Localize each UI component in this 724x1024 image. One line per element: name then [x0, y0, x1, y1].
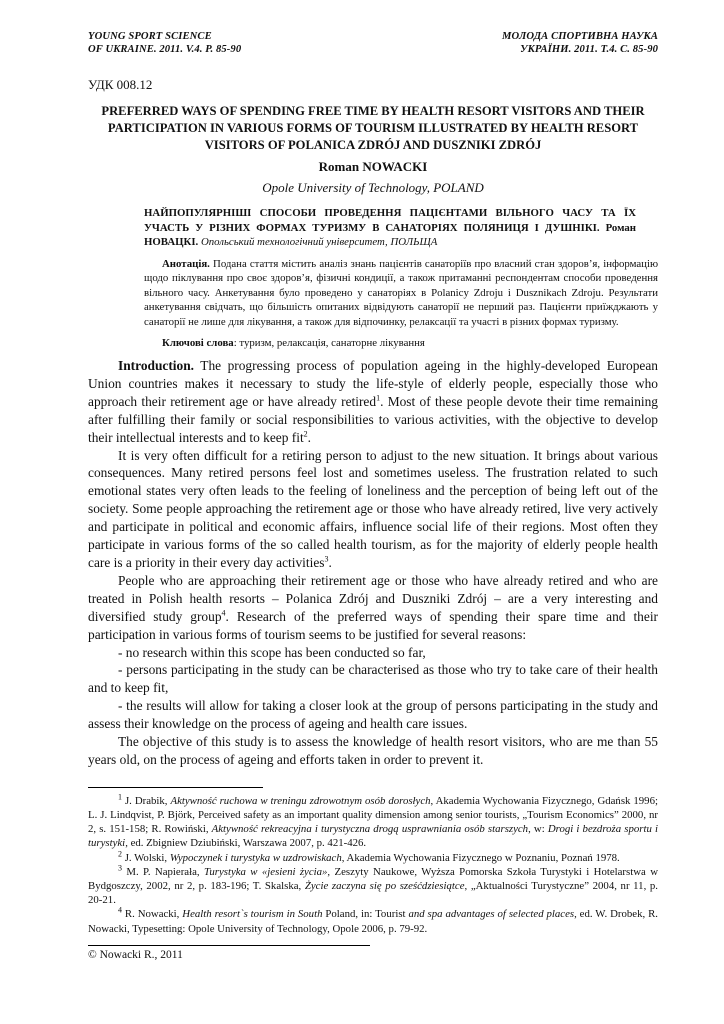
footnote-number: 3 [118, 863, 122, 873]
paragraph-3 [88, 572, 658, 644]
introduction-label: Introduction. [118, 358, 195, 373]
header-left [88, 30, 241, 56]
paragraph-text: . [307, 429, 312, 445]
copyright-notice: © Nowacki R., 2011 [88, 948, 183, 961]
footnote-text: R. Nowacki, [122, 908, 183, 921]
footnote-ref-1: 1 [376, 393, 381, 403]
footnote-text: , Zeszyty Naukowe, Wyższa Pomorska Szkoła Turystyki i Hotelarstwa w Bydgoszczy, 2002, nr 2, p. 183-196; T. Skalska, [88, 865, 658, 893]
footnote-ref-2: 2 [303, 429, 308, 439]
footnote-text: , ed. Zbigniew Dziubiński, Warszawa 2007, p. 421-426. [125, 837, 367, 850]
paragraph-text: . [328, 554, 332, 570]
copyright-divider [88, 945, 370, 946]
abstract-text: Подана стаття містить аналіз знань пацієнтів санаторіїв про власний стан здоров’я, інформацію щодо піклування про своє здоров’я, фізичні кондиції, а також притаманні респондентам способи проведення вільного часу. Анкетування було проведено у санаторіях в Polanicy Zdroju і Dusznikach Zdroju. Результати анкетування свідчать, що більшість опитаних відвідують санаторії не перший раз. Пацієнти приїжджають у санаторії не лише для лікування, а також для відпочинку, релаксації та участі в різних формах туризму. [144, 257, 659, 328]
abstract-label: Анотація. [162, 257, 210, 270]
paragraph-2 [88, 447, 658, 572]
footnote-italic: Wypoczynek i turystyka w uzdrowiskach [169, 851, 342, 864]
footnote-text: J. Wolski, [122, 851, 170, 864]
footnote-text: , w: [528, 823, 548, 836]
article-body [88, 357, 658, 769]
footnote-italic: Drogi i bezdroża sportu i turystyki [88, 823, 658, 850]
ukrainian-affiliation: Опольський технологічний університет, ПОЛЬЩА [200, 236, 438, 248]
footnote-3 [88, 865, 658, 908]
ukrainian-title-text: НАЙПОПУЛЯРНІШІ СПОСОБИ ПРОВЕДЕННЯ ПАЦІЄНТАМИ ВІЛЬНОГО ЧАСУ ТА ЇХ УЧАСТЬ У РІЗНИХ ФОРМАХ ТУРИЗМУ В САНАТОРІЯХ ПОЛЯНИЦЯ І ДУШНІКІ. Роман НОВАЦКІ. [144, 207, 636, 248]
paragraph-text: The progressing process of population ageing in the highly-developed European Union countries makes it necessary to study the life-style of elderly people, especially those who approach their retirement age or have already retired [88, 358, 658, 409]
paragraph-text: It is very often difficult for a retiring person to adjust to the new situation. It brings about various consequences. Many retired persons feel lost and sometimes useless. The frustration related to such emotional states very often leads to the feeling of loneliness and the perception of being left out of the society. Some people approaching the retirement age or those who have already retired, live very actively and participate in political and economic affairs, influence social life of their regions. Most often they participate in various forms of the so called health tourism, as for the majority of elderly people health care is a priority in their every day activities [88, 447, 658, 570]
footnote-italic: Aktywność ruchowa w treningu zdrowotnym osób dorosłych [170, 794, 431, 807]
footnote-italic: and spa advantages of selected places [408, 908, 575, 921]
author-name: Roman NOWACKI [318, 159, 428, 174]
keywords-text: : туризм, релаксація, санаторне лікування [233, 337, 425, 349]
footnote-number: 4 [118, 905, 122, 915]
footnote-ref-3: 3 [324, 554, 329, 564]
running-header [88, 30, 658, 56]
keywords-label: Ключові слова [162, 337, 234, 349]
list-item: - the results will allow for taking a closer look at the group of persons participating in the study and assess their knowledge on the process of ageing and health care issues. [88, 698, 658, 732]
footnote-number: 2 [118, 849, 122, 859]
footnote-text: , Akademia Wychowania Fizycznego, Gdańsk 1996; L. J. Lindqvist, P. Björk, Perceived safety as an important quality dimension among senior tourists, „Tourism Economics” 2000, nr 2, s. 151-158; R. Rowiński, [88, 794, 658, 836]
footnote-text: J. Drabik, [122, 794, 171, 807]
list-item: - persons participating in the study can be characterised as those who try to take care of their health and to keep fit, [88, 662, 658, 696]
footnote-ref-4: 4 [221, 608, 226, 618]
header-right-line2: УКРАЇНИ. 2011. Т.4. С. 85-90 [520, 44, 658, 55]
paragraph-introduction [88, 357, 658, 447]
keywords [162, 336, 658, 350]
paragraph-objective: The objective of this study is to assess the knowledge of health resort visitors, who are me than 55 years old, on the process of ageing and efforts taken in order to prevent it. [88, 734, 658, 767]
header-right-line1: МОЛОДА СПОРТИВНА НАУКА [501, 31, 658, 42]
ukrainian-title [144, 206, 636, 250]
footnotes [88, 794, 658, 936]
footnote-text: Poland, in: Tourist [322, 908, 409, 921]
footnote-text: , „Aktualności Turystyczne” 2004, nr 11, p. 20-21. [88, 880, 658, 907]
footnote-divider [88, 787, 263, 788]
footnote-1 [88, 794, 658, 851]
footnote-2 [88, 851, 658, 865]
footnote-text: , Akademia Wychowania Fizycznego w Poznaniu, Poznań 1978. [341, 851, 620, 864]
paragraph-text: People who are approaching their retirement age or those who have already retired and who are treated in Polish health resorts – Polanica Zdrój and Duszniki Zdrój – are a very interesting and diversified study group [88, 572, 658, 624]
footnote-number: 1 [118, 792, 122, 802]
footnote-italic: Aktywność rekreacyjna i turystyczna drogą usprawniania osób starszych [211, 823, 529, 836]
paragraph-text: . Research of the preferred ways of spending their spare time and their participation in various forms of tourism seems to be justified for several reasons: [88, 608, 659, 642]
footnote-italic: Życie zaczyna się po sześćdziesiątce [304, 880, 465, 893]
footnote-italic: Turystyka w «jesieni życia» [203, 865, 328, 878]
list-item: - no research within this scope has been conducted so far, [118, 644, 426, 660]
header-left-line1: YOUNG SPORT SCIENCE [88, 31, 212, 42]
header-left-line2: OF UKRAINE. 2011. V.4. P. 85-90 [88, 44, 242, 55]
journal-page [88, 30, 658, 962]
udk-code: УДК 008.12 [88, 77, 153, 92]
author-affiliation: Opole University of Technology, POLAND [262, 180, 484, 195]
header-right [502, 30, 658, 56]
footnote-text: , ed. W. Drobek, R. Nowacki, Typesetting: Opole University of Technology, Opole 2006, p. 79-92. [88, 908, 658, 935]
footnote-text: M. P. Napierała, [122, 865, 204, 878]
article-title: PREFERRED WAYS OF SPENDING FREE TIME BY HEALTH RESORT VISITORS AND THEIR PARTICIPATION IN VARIOUS FORMS OF TOURISM ILLUSTRATED BY HEALTH RESORT VISITORS OF POLANICA ZDRÓJ AND DUSZNIKI ZDRÓJ [101, 104, 645, 152]
abstract [144, 257, 658, 330]
footnote-4 [88, 907, 658, 935]
footnote-italic: Health resort`s tourism in South [182, 908, 323, 921]
paragraph-text: . Most of these people devote their time remaining after fulfilling their family or social responsibilities to various activities, with the objective to develop their intellectual interests and to keep fit [88, 393, 658, 445]
